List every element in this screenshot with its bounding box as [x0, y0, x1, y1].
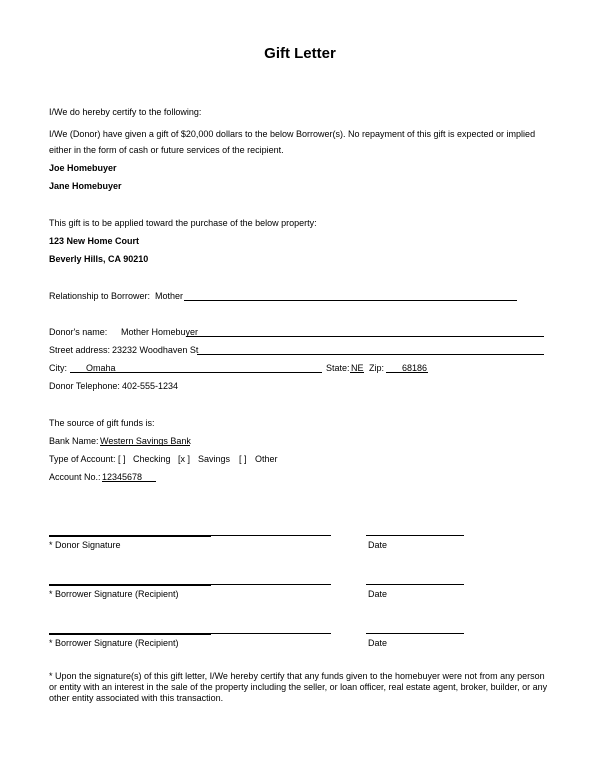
source-title: The source of gift funds is:	[49, 418, 155, 428]
borrower-date-label-2: Date	[368, 638, 388, 648]
street-label: Street address:	[49, 345, 111, 355]
donor-signature-line-accent	[49, 536, 211, 537]
certify-statement: I/We do hereby certify to the following:	[49, 107, 202, 117]
telephone-value[interactable]: 402-555-1234	[122, 381, 179, 391]
street-underline	[197, 354, 544, 355]
account-no-label: Account No.:	[49, 472, 101, 482]
borrower-date-line-1[interactable]	[366, 584, 464, 585]
donor-date-line[interactable]	[366, 535, 464, 536]
city-underline	[70, 372, 322, 373]
telephone-label: Donor Telephone:	[49, 381, 120, 391]
checking-checkbox[interactable]: [ ]	[118, 454, 126, 464]
state-underline	[350, 372, 364, 373]
savings-checkbox[interactable]: [x ]	[178, 454, 191, 464]
borrower-date-line-2[interactable]	[366, 633, 464, 634]
street-value[interactable]: 23232 Woodhaven St	[112, 345, 199, 355]
document-title: Gift Letter	[264, 45, 336, 62]
donor-name-label: Donor's name:	[49, 327, 108, 337]
property-address-line1: 123 New Home Court	[49, 236, 140, 246]
zip-label: Zip:	[369, 363, 385, 373]
city-value[interactable]: Omaha	[86, 363, 116, 373]
city-label: City:	[49, 363, 67, 373]
zip-underline	[386, 372, 428, 373]
donor-signature-label: * Donor Signature	[49, 540, 121, 550]
relationship-label: Relationship to Borrower:	[49, 291, 151, 301]
gift-statement-line1: I/We (Donor) have given a gift of $20,000 dollars to the below Borrower(s). No repayment of this gift is expected or implied	[49, 129, 536, 139]
other-option-label: Other	[255, 454, 278, 464]
donor-date-label: Date	[368, 540, 388, 550]
gift-statement-line2: either in the form of cash or future services of the recipient.	[49, 145, 284, 155]
state-value[interactable]: NE	[351, 363, 364, 373]
borrower-signature-line-2-accent	[49, 634, 211, 635]
relationship-value[interactable]: Mother	[155, 291, 184, 301]
borrower-name-2: Jane Homebuyer	[49, 181, 122, 191]
donor-name-underline	[186, 336, 544, 337]
bank-value[interactable]: Western Savings Bank	[100, 436, 191, 446]
certification-footnote: * Upon the signature(s) of this gift letter, I/We hereby certify that any funds given to the homebuyer were not from any person or entity with an interest in the sale of the property including the seller, or loan officer, real estate agent, broker, builder, or any other entity associated with this transaction.	[49, 671, 548, 703]
borrower-signature-line-1-accent	[49, 585, 211, 586]
account-no-value[interactable]: 12345678	[102, 472, 143, 482]
checking-option-label: Checking	[133, 454, 171, 464]
property-intro: This gift is to be applied toward the purchase of the below property:	[49, 218, 317, 228]
borrower-signature-label-1: * Borrower Signature (Recipient)	[49, 589, 179, 599]
state-label: State:	[326, 363, 350, 373]
account-type-label: Type of Account:	[49, 454, 116, 464]
bank-label: Bank Name:	[49, 436, 99, 446]
property-address-line2: Beverly Hills, CA 90210	[49, 254, 149, 264]
bank-underline	[100, 445, 190, 446]
borrower-name-1: Joe Homebuyer	[49, 163, 117, 173]
borrower-date-label-1: Date	[368, 589, 388, 599]
other-checkbox[interactable]: [ ]	[239, 454, 247, 464]
savings-option-label: Savings	[198, 454, 231, 464]
borrower-signature-label-2: * Borrower Signature (Recipient)	[49, 638, 179, 648]
account-no-underline	[102, 481, 156, 482]
relationship-underline	[184, 300, 517, 301]
donor-name-value[interactable]: Mother Homebuyer	[121, 327, 199, 337]
zip-value[interactable]: 68186	[402, 363, 428, 373]
